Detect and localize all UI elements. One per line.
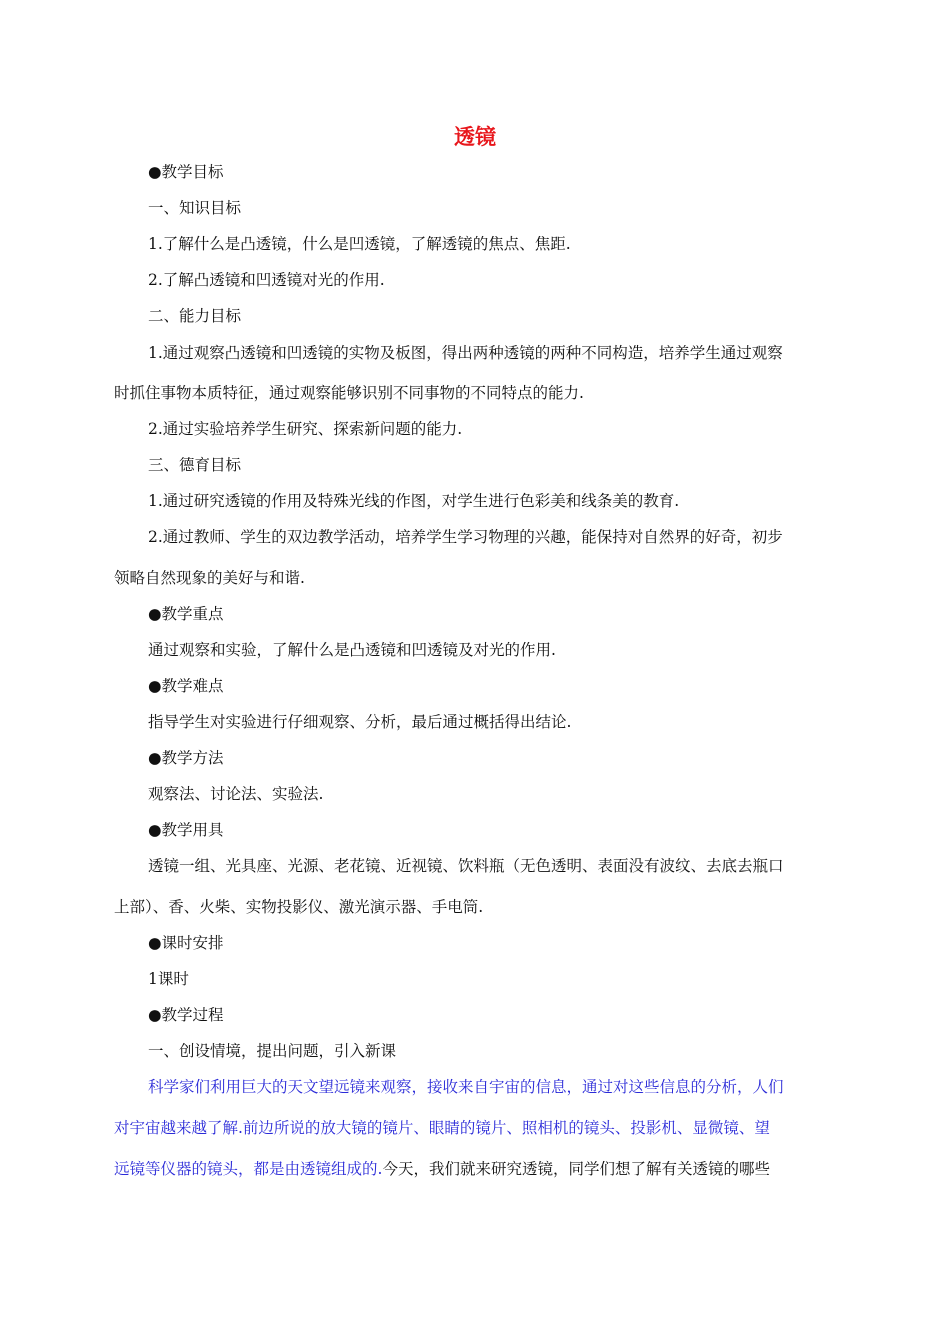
key-point-heading: ●教学重点 xyxy=(148,605,224,623)
schedule-heading: ●课时安排 xyxy=(148,934,224,952)
tools-text-line-1: 透镜一组、光具座、光源、老花镜、近视镜、饮料瓶（无色透明、表面没有波纹、去底去瓶口 xyxy=(148,857,784,875)
ability-item-2: 2.通过实验培养学生研究、探索新问题的能力. xyxy=(148,420,463,438)
process-heading: ●教学过程 xyxy=(148,1006,224,1024)
knowledge-heading: 一、知识目标 xyxy=(148,199,242,217)
schedule-text: 1课时 xyxy=(148,970,189,988)
moral-item-2-line-2: 领略自然现象的美好与和谐. xyxy=(114,569,305,587)
process-paragraph-line-2: 对宇宙越来越了解.前边所说的放大镜的镜片、眼睛的镜片、照相机的镜头、投影机、显微镜、望 xyxy=(114,1119,770,1137)
process-paragraph-line-3 xyxy=(114,1158,838,1180)
process-paragraph-line-1: 科学家们利用巨大的天文望远镜来观察，接收来自宇宙的信息，通过对这些信息的分析，人们 xyxy=(148,1078,784,1096)
tools-heading: ●教学用具 xyxy=(148,821,224,839)
ability-item-1-line-1: 1.通过观察凸透镜和凹透镜的实物及板图，得出两种透镜的两种不同构造，培养学生通过观察 xyxy=(148,344,783,362)
tools-text-line-2: 上部）、香、火柴、实物投影仪、激光演示器、手电筒. xyxy=(114,898,484,916)
page-title: 透镜 xyxy=(454,125,496,149)
process-paragraph-line-3-rest: 今天，我们就来研究透镜，同学们想了解有关透镜的哪些 xyxy=(382,1160,770,1178)
moral-item-2-line-1: 2.通过教师、学生的双边教学活动，培养学生学习物理的兴趣，能保持对自然界的好奇，初步 xyxy=(148,528,783,546)
ability-heading: 二、能力目标 xyxy=(148,307,242,325)
knowledge-item-2: 2.了解凸透镜和凹透镜对光的作用. xyxy=(148,271,385,289)
process-subheading: 一、创设情境，提出问题，引入新课 xyxy=(148,1042,397,1060)
difficulty-text: 指导学生对实验进行仔细观察、分析，最后通过概括得出结论. xyxy=(148,713,572,731)
key-point-text: 通过观察和实验，了解什么是凸透镜和凹透镜及对光的作用. xyxy=(148,641,556,659)
goals-heading: ●教学目标 xyxy=(148,163,224,181)
knowledge-item-1: 1.了解什么是凸透镜，什么是凹透镜，了解透镜的焦点、焦距. xyxy=(148,235,571,253)
method-text: 观察法、讨论法、实验法. xyxy=(148,785,324,803)
moral-heading: 三、德育目标 xyxy=(148,456,242,474)
method-heading: ●教学方法 xyxy=(148,749,224,767)
moral-item-1: 1.通过研究透镜的作用及特殊光线的作图，对学生进行色彩美和线条美的教育. xyxy=(148,492,680,510)
process-paragraph-line-3-highlight: 远镜等仪器的镜头，都是由透镜组成的. xyxy=(114,1160,383,1178)
difficulty-heading: ●教学难点 xyxy=(148,677,224,695)
ability-item-1-line-2: 时抓住事物本质特征，通过观察能够识别不同事物的不同特点的能力. xyxy=(114,384,584,402)
